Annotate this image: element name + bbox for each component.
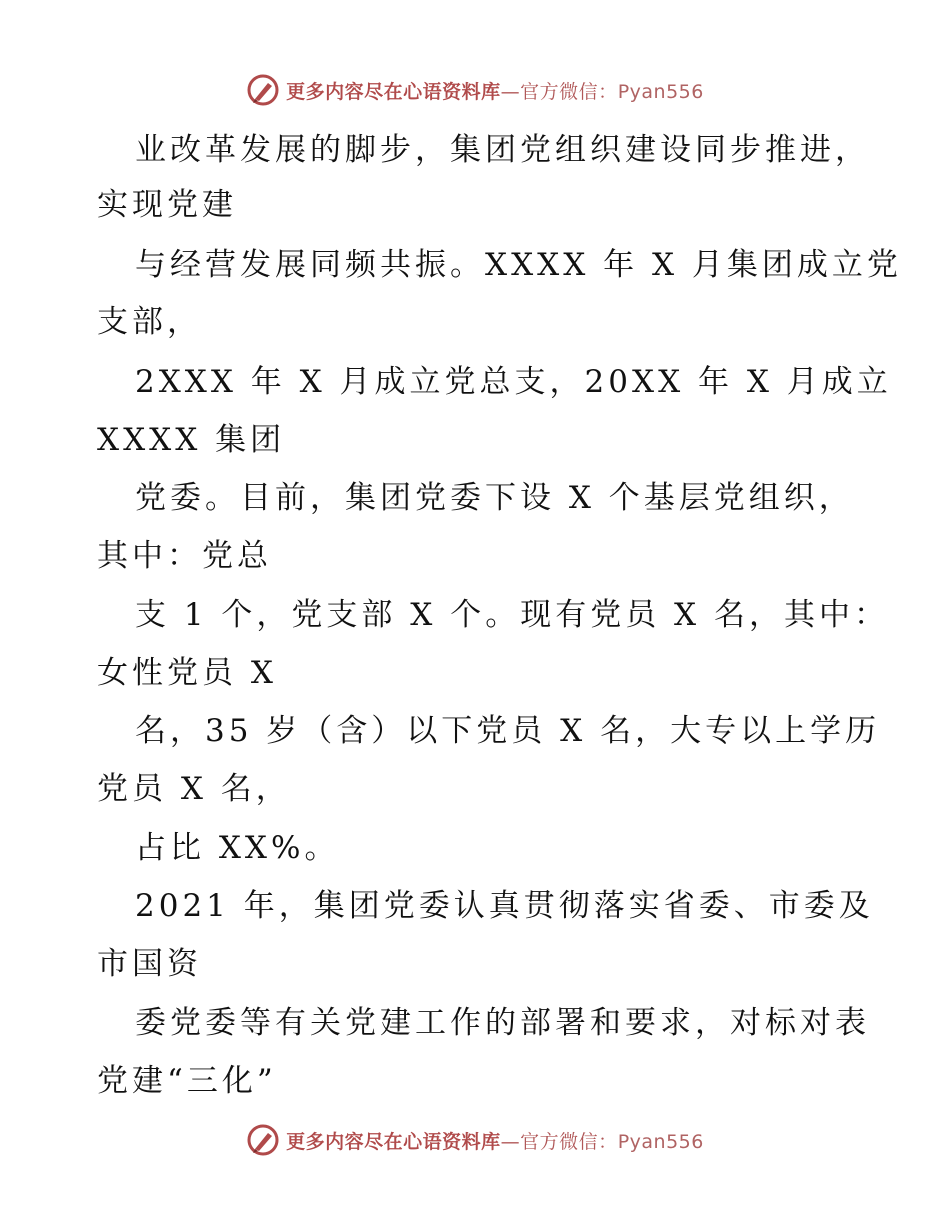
text-line: 实现党建 [97,187,237,223]
watermark-wechat-label: 官方微信： [520,1130,618,1153]
pen-logo-icon [246,1123,280,1157]
watermark-wechat-id: Pyan556 [617,1130,704,1153]
text-line: 支部， [97,304,202,340]
text-line: 支 1 个，党支部 X 个。现有党员 X 名，其中： [135,597,889,633]
text-line: 2021 年，集团党委认真贯彻落实省委、市委及 [135,888,874,924]
watermark-wechat-label: 官方微信： [520,80,618,103]
watermark-dash: — [500,1130,521,1153]
text-line: 党建“三化” [97,1063,277,1099]
text-line: 业改革发展的脚步，集团党组织建设同步推进， [135,132,870,168]
watermark-brand: 更多内容尽在心语资料库 [286,1130,501,1153]
watermark-dash: — [500,80,521,103]
text-line: 女性党员 X [97,655,277,691]
text-line: 名，35 岁（含）以下党员 X 名，大专以上学历 [135,713,881,749]
watermark-wechat-id: Pyan556 [617,80,704,103]
text-line: 与经营发展同频共振。XXXX 年 X 月集团成立党 [135,247,902,283]
text-line: 市国资 [97,946,202,982]
text-line: 党委。目前，集团党委下设 X 个基层党组织， [135,480,854,516]
text-line: 占比 XX%。 [135,830,340,866]
footer-watermark [0,1120,950,1160]
text-line: 2XXX 年 X 月成立党总支，20XX 年 X 月成立 [135,364,892,400]
watermark-brand: 更多内容尽在心语资料库 [286,80,501,103]
text-line: 其中：党总 [97,538,272,574]
watermark-text [286,1127,704,1154]
text-line: XXXX 集团 [97,422,286,458]
text-line: 委党委等有关党建工作的部署和要求，对标对表 [135,1005,870,1041]
text-line: 党员 X 名， [97,771,291,807]
